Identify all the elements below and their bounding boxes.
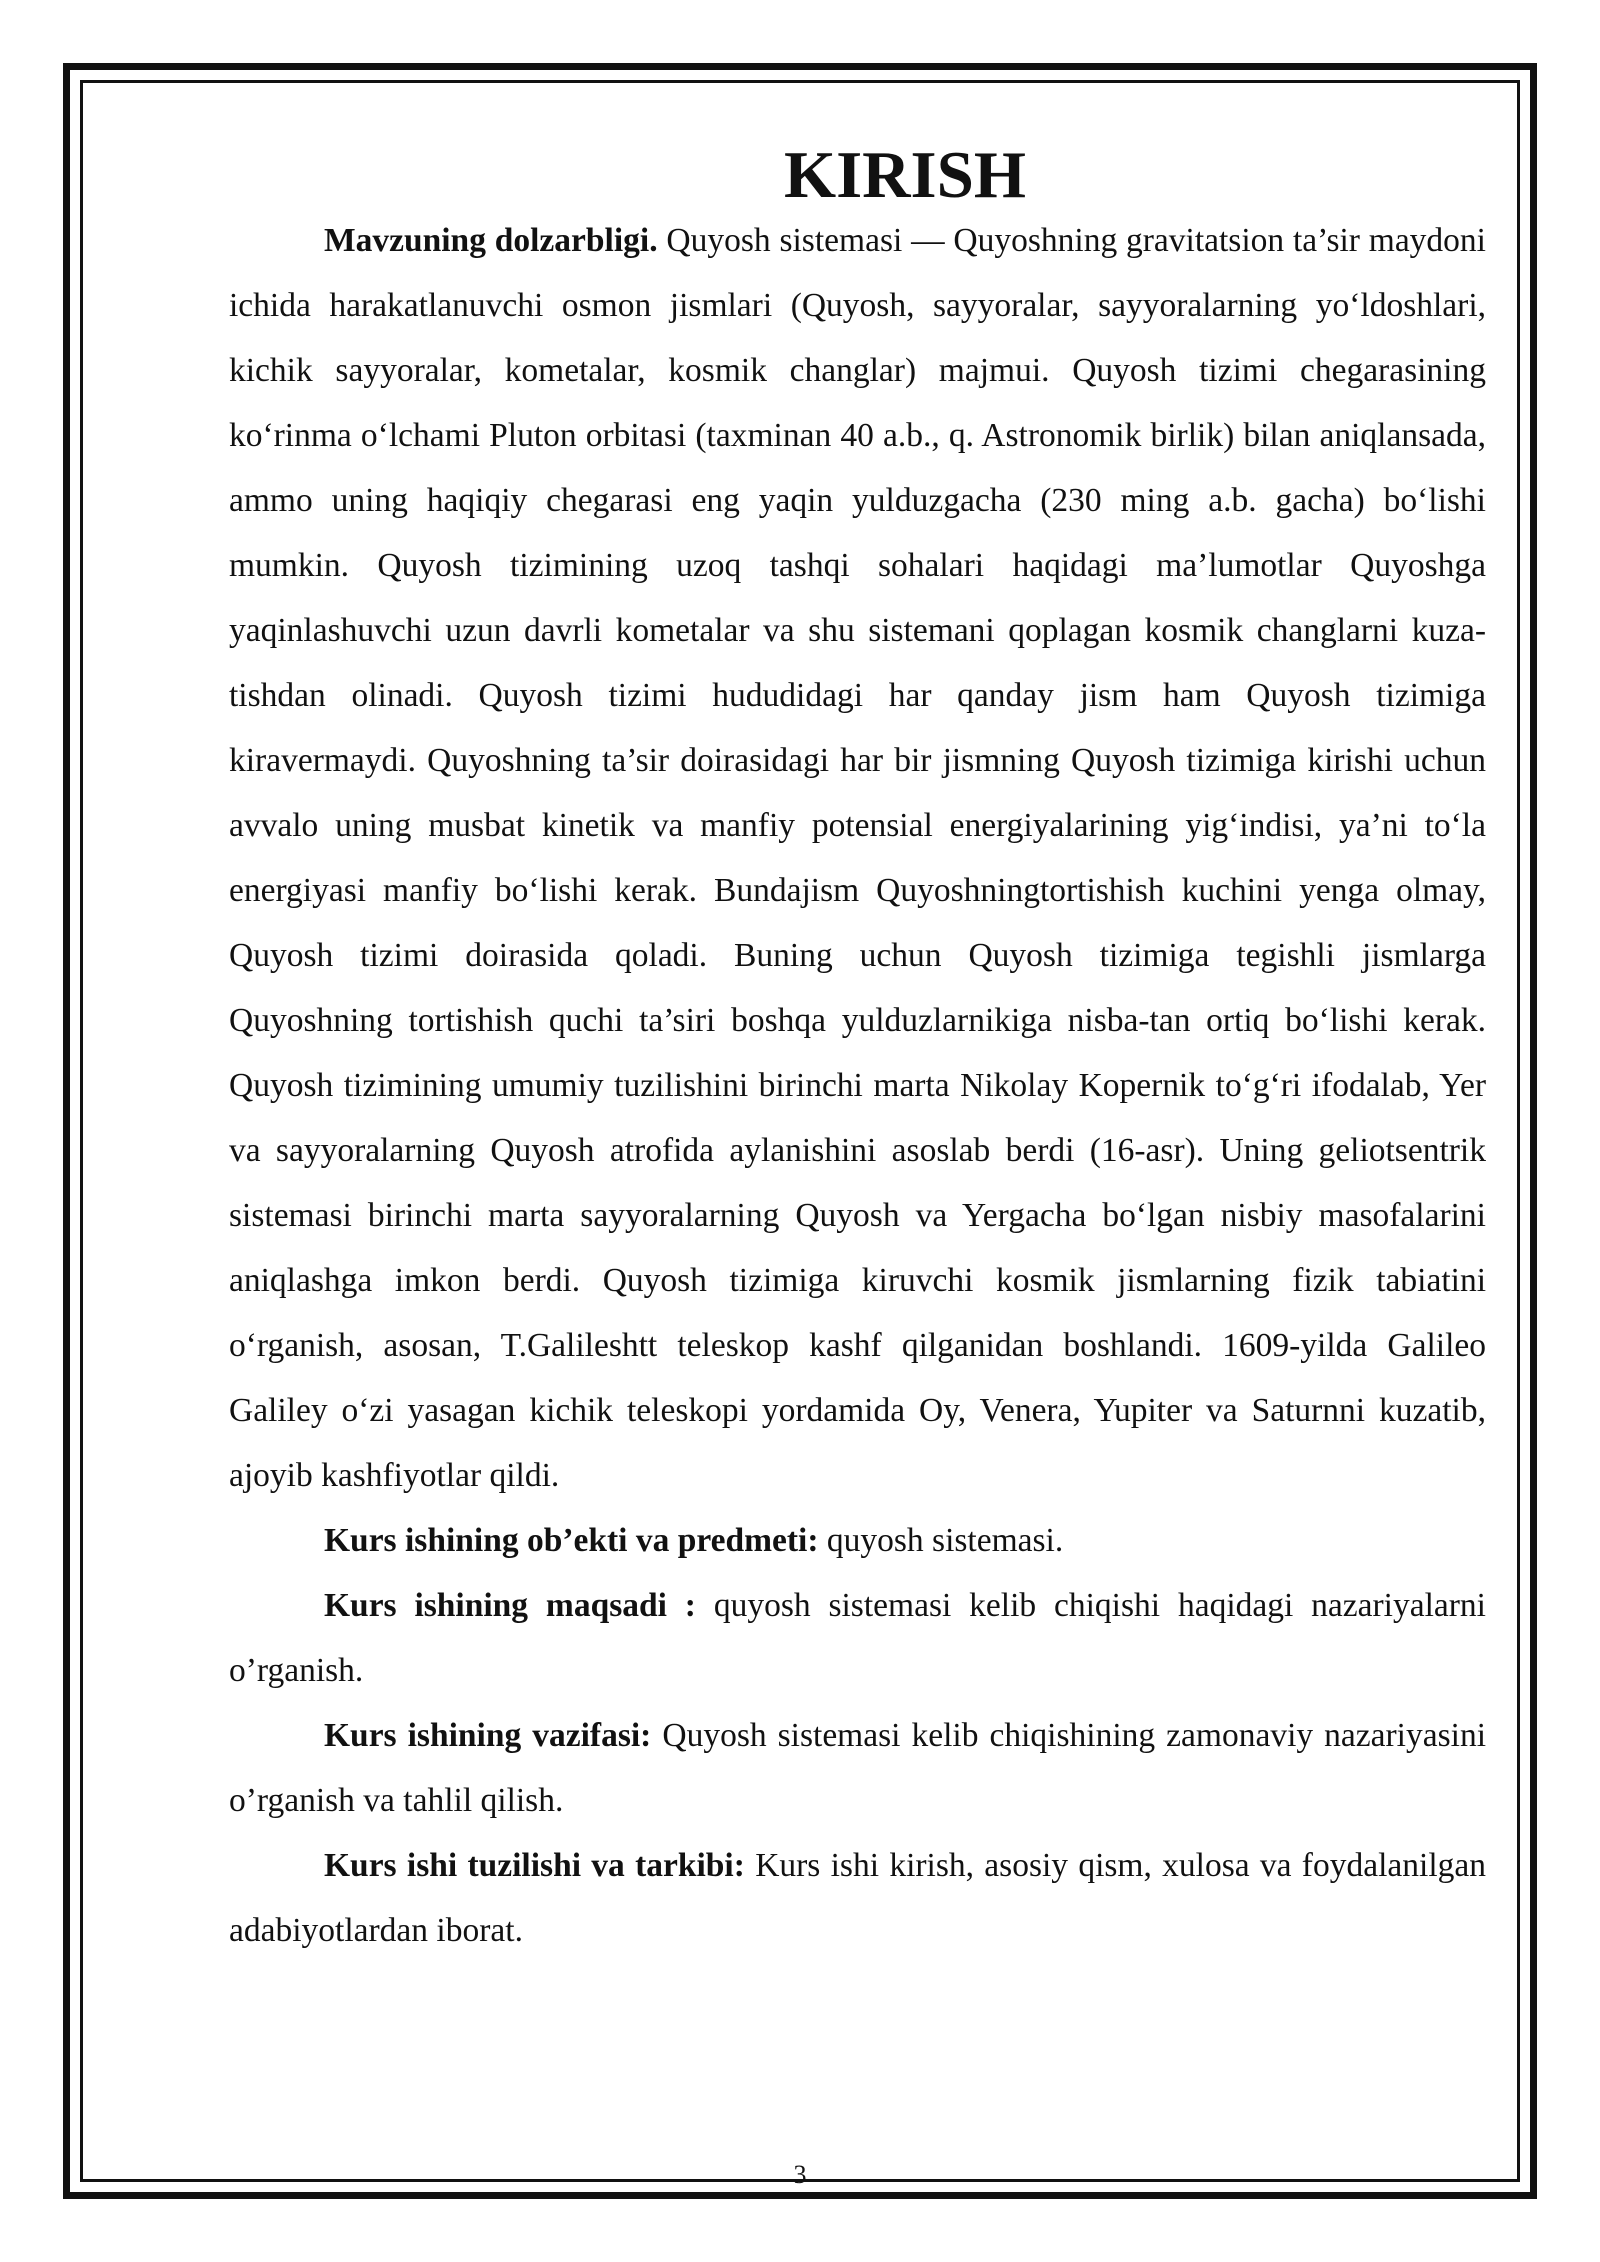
document-body [229, 138, 1486, 1963]
object-text: quyosh sistemasi. [818, 1522, 1064, 1559]
task-label: Kurs ishining vazifasi: [324, 1717, 652, 1754]
task-text: Quyosh sistemasi kelib chiqishining zamonaviy nazariyasini o’rganish va tahlil qilish. [229, 1717, 1486, 1819]
structure-label: Kurs ishi tuzilishi va tarkibi: [324, 1847, 745, 1884]
relevance-label: Mavzuning dolzarbligi. [324, 222, 658, 259]
page-number: 3 [793, 2160, 807, 2189]
goal-label: Kurs ishining maqsadi : [324, 1587, 696, 1624]
relevance-text: Quyosh sistemasi — Quyoshning gravitatsion ta’sir maydoni ichida harakatlanuvchi osmon jismlari (Quyosh, sayyoralar, sayyoralarning yo‘ldoshlari, kichik sayyoralar, kometalar, kosmik changlar) majmui. Quyosh tizimi chegarasining ko‘rinma o‘lchami Pluton orbitasi (taxminan 40 a.b., q. Astronomik birlik) bilan aniqlansada, ammo uning haqiqiy chegarasi eng yaqin yulduzgacha (230 ming a.b. gacha) bo‘lishi mumkin. Quyosh tizimining uzoq tashqi sohalari haqidagi ma’lumotlar Quyoshga yaqinlashuvchi uzun davrli kometalar va shu sistemani qoplagan kosmik changlarni kuza-tishdan olinadi. Quyosh tizimi hududidagi har qanday jism ham Quyosh tizimiga kiravermaydi. Quyoshning ta’sir doirasidagi har bir jismning Quyosh tizimiga kirishi uchun avvalo uning musbat kinetik va manfiy potensial energiyalarining yig‘indisi, ya’ni to‘la energiyasi manfiy bo‘lishi kerak. Bundajism Quyoshningtortishish kuchini yenga olmay, Quyosh tizimi doirasida qoladi. Buning uchun Quyosh tizimiga tegishli jismlarga Quyoshning tortishish quchi ta’siri boshqa yulduzlarnikiga nisba-tan ortiq bo‘lishi kerak. Quyosh tizimining umumiy tuzilishini birinchi marta Nikolay Kopernik to‘g‘ri ifodalab, Yer va sayyoralarning Quyosh atrofida aylanishini asoslab berdi (16-asr). Uning geliotsentrik sistemasi birinchi marta sayyoralarning Quyosh va Yergacha bo‘lgan nisbiy masofalarini aniqlashga imkon berdi. Quyosh tizimiga kiruvchi kosmik jismlarning fizik tabiatini o‘rganish, asosan, T.Galileshtt teleskop kashf qilganidan boshlandi. 1609-yilda Galileo Galiley o‘zi yasagan kichik teleskopi yordamida Oy, Venera, Yupiter va Saturnni kuzatib, ajoyib kashfiyotlar qildi. [229, 222, 1486, 1494]
task-paragraph [229, 1703, 1486, 1833]
structure-text: Kurs ishi kirish, asosiy qism, xulosa va foydalanilgan adabiyotlardan iborat. [229, 1847, 1486, 1949]
relevance-paragraph [229, 208, 1486, 1508]
goal-paragraph [229, 1573, 1486, 1703]
structure-paragraph [229, 1833, 1486, 1963]
goal-text: quyosh sistemasi kelib chiqishi haqidagi nazariyalarni o’rganish. [229, 1587, 1486, 1689]
section-heading: KIRISH [783, 138, 1027, 212]
object-paragraph [229, 1508, 1486, 1573]
object-label: Kurs ishining ob’ekti va predmeti: [324, 1522, 819, 1559]
